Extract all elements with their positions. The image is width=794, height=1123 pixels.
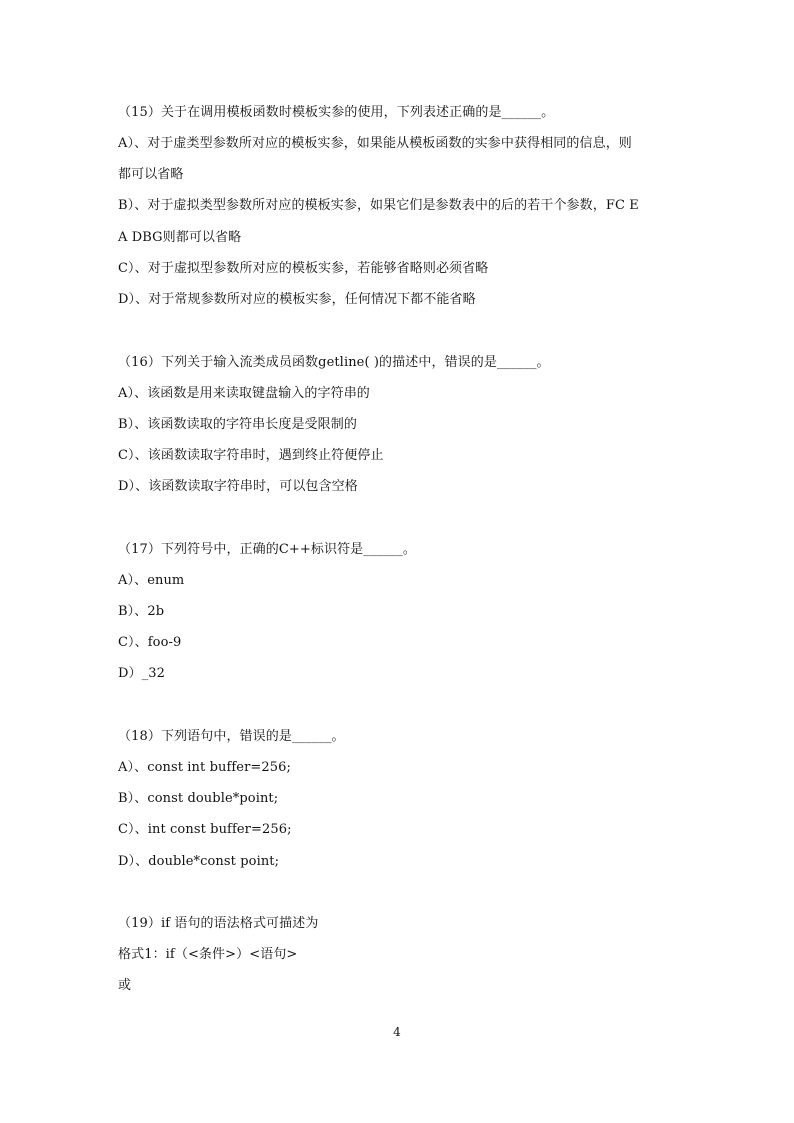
- question-18-option-a: A）、const int buffer=256;: [118, 760, 291, 775]
- question-18-stem: （18）下列语句中，错误的是______。: [118, 729, 345, 744]
- question-16-option-c: C）、该函数读取字符串时，遇到终止符便停止: [118, 448, 384, 463]
- question-18-option-c: C）、int const buffer=256;: [118, 822, 292, 837]
- question-17-option-c: C）、foo-9: [118, 635, 182, 650]
- question-17-option-b: B）、2b: [118, 604, 165, 619]
- question-17-stem: （17）下列符号中，正确的C++标识符是______。: [118, 542, 416, 557]
- question-15-option-b-line-1: B）、对于虚拟类型参数所对应的模板实参，如果它们是参数表中的后的若干个参数，FC E: [118, 198, 639, 213]
- question-16-option-a: A）、该函数是用来读取键盘输入的字符串的: [118, 386, 370, 401]
- question-17-option-d: D）_32: [118, 666, 165, 681]
- question-19-or: 或: [118, 978, 132, 993]
- question-19-format-1: 格式1：if（<条件>）<语句>: [118, 947, 298, 962]
- question-18-option-d: D）、double*const point;: [118, 854, 280, 869]
- question-16-stem: （16）下列关于输入流类成员函数getline( )的描述中，错误的是______。: [118, 355, 550, 370]
- question-15-option-c: C）、对于虚拟型参数所对应的模板实参，若能够省略则必须省略: [118, 261, 489, 276]
- question-19-stem: （19）if 语句的语法格式可描述为: [118, 916, 319, 931]
- question-16-option-d: D）、该函数读取字符串时，可以包含空格: [118, 479, 358, 494]
- question-17-option-a: A）、enum: [118, 573, 185, 588]
- question-15-option-b-line-2: A DBG则都可以省略: [118, 230, 242, 245]
- question-15-option-d: D）、对于常规参数所对应的模板实参，任何情况下都不能省略: [118, 292, 476, 307]
- question-16-option-b: B）、该函数读取的字符串长度是受限制的: [118, 417, 357, 432]
- question-15-stem: （15）关于在调用模板函数时模板实参的使用，下列表述正确的是______。: [118, 105, 555, 120]
- question-15-option-a-line-2: 都可以省略: [118, 167, 184, 182]
- page-number: 4: [393, 1025, 401, 1039]
- question-18-option-b: B）、const double*point;: [118, 791, 279, 806]
- question-15-option-a-line-1: A）、对于虚类型参数所对应的模板实参，如果能从模板函数的实参中获得相同的信息，则: [118, 136, 632, 151]
